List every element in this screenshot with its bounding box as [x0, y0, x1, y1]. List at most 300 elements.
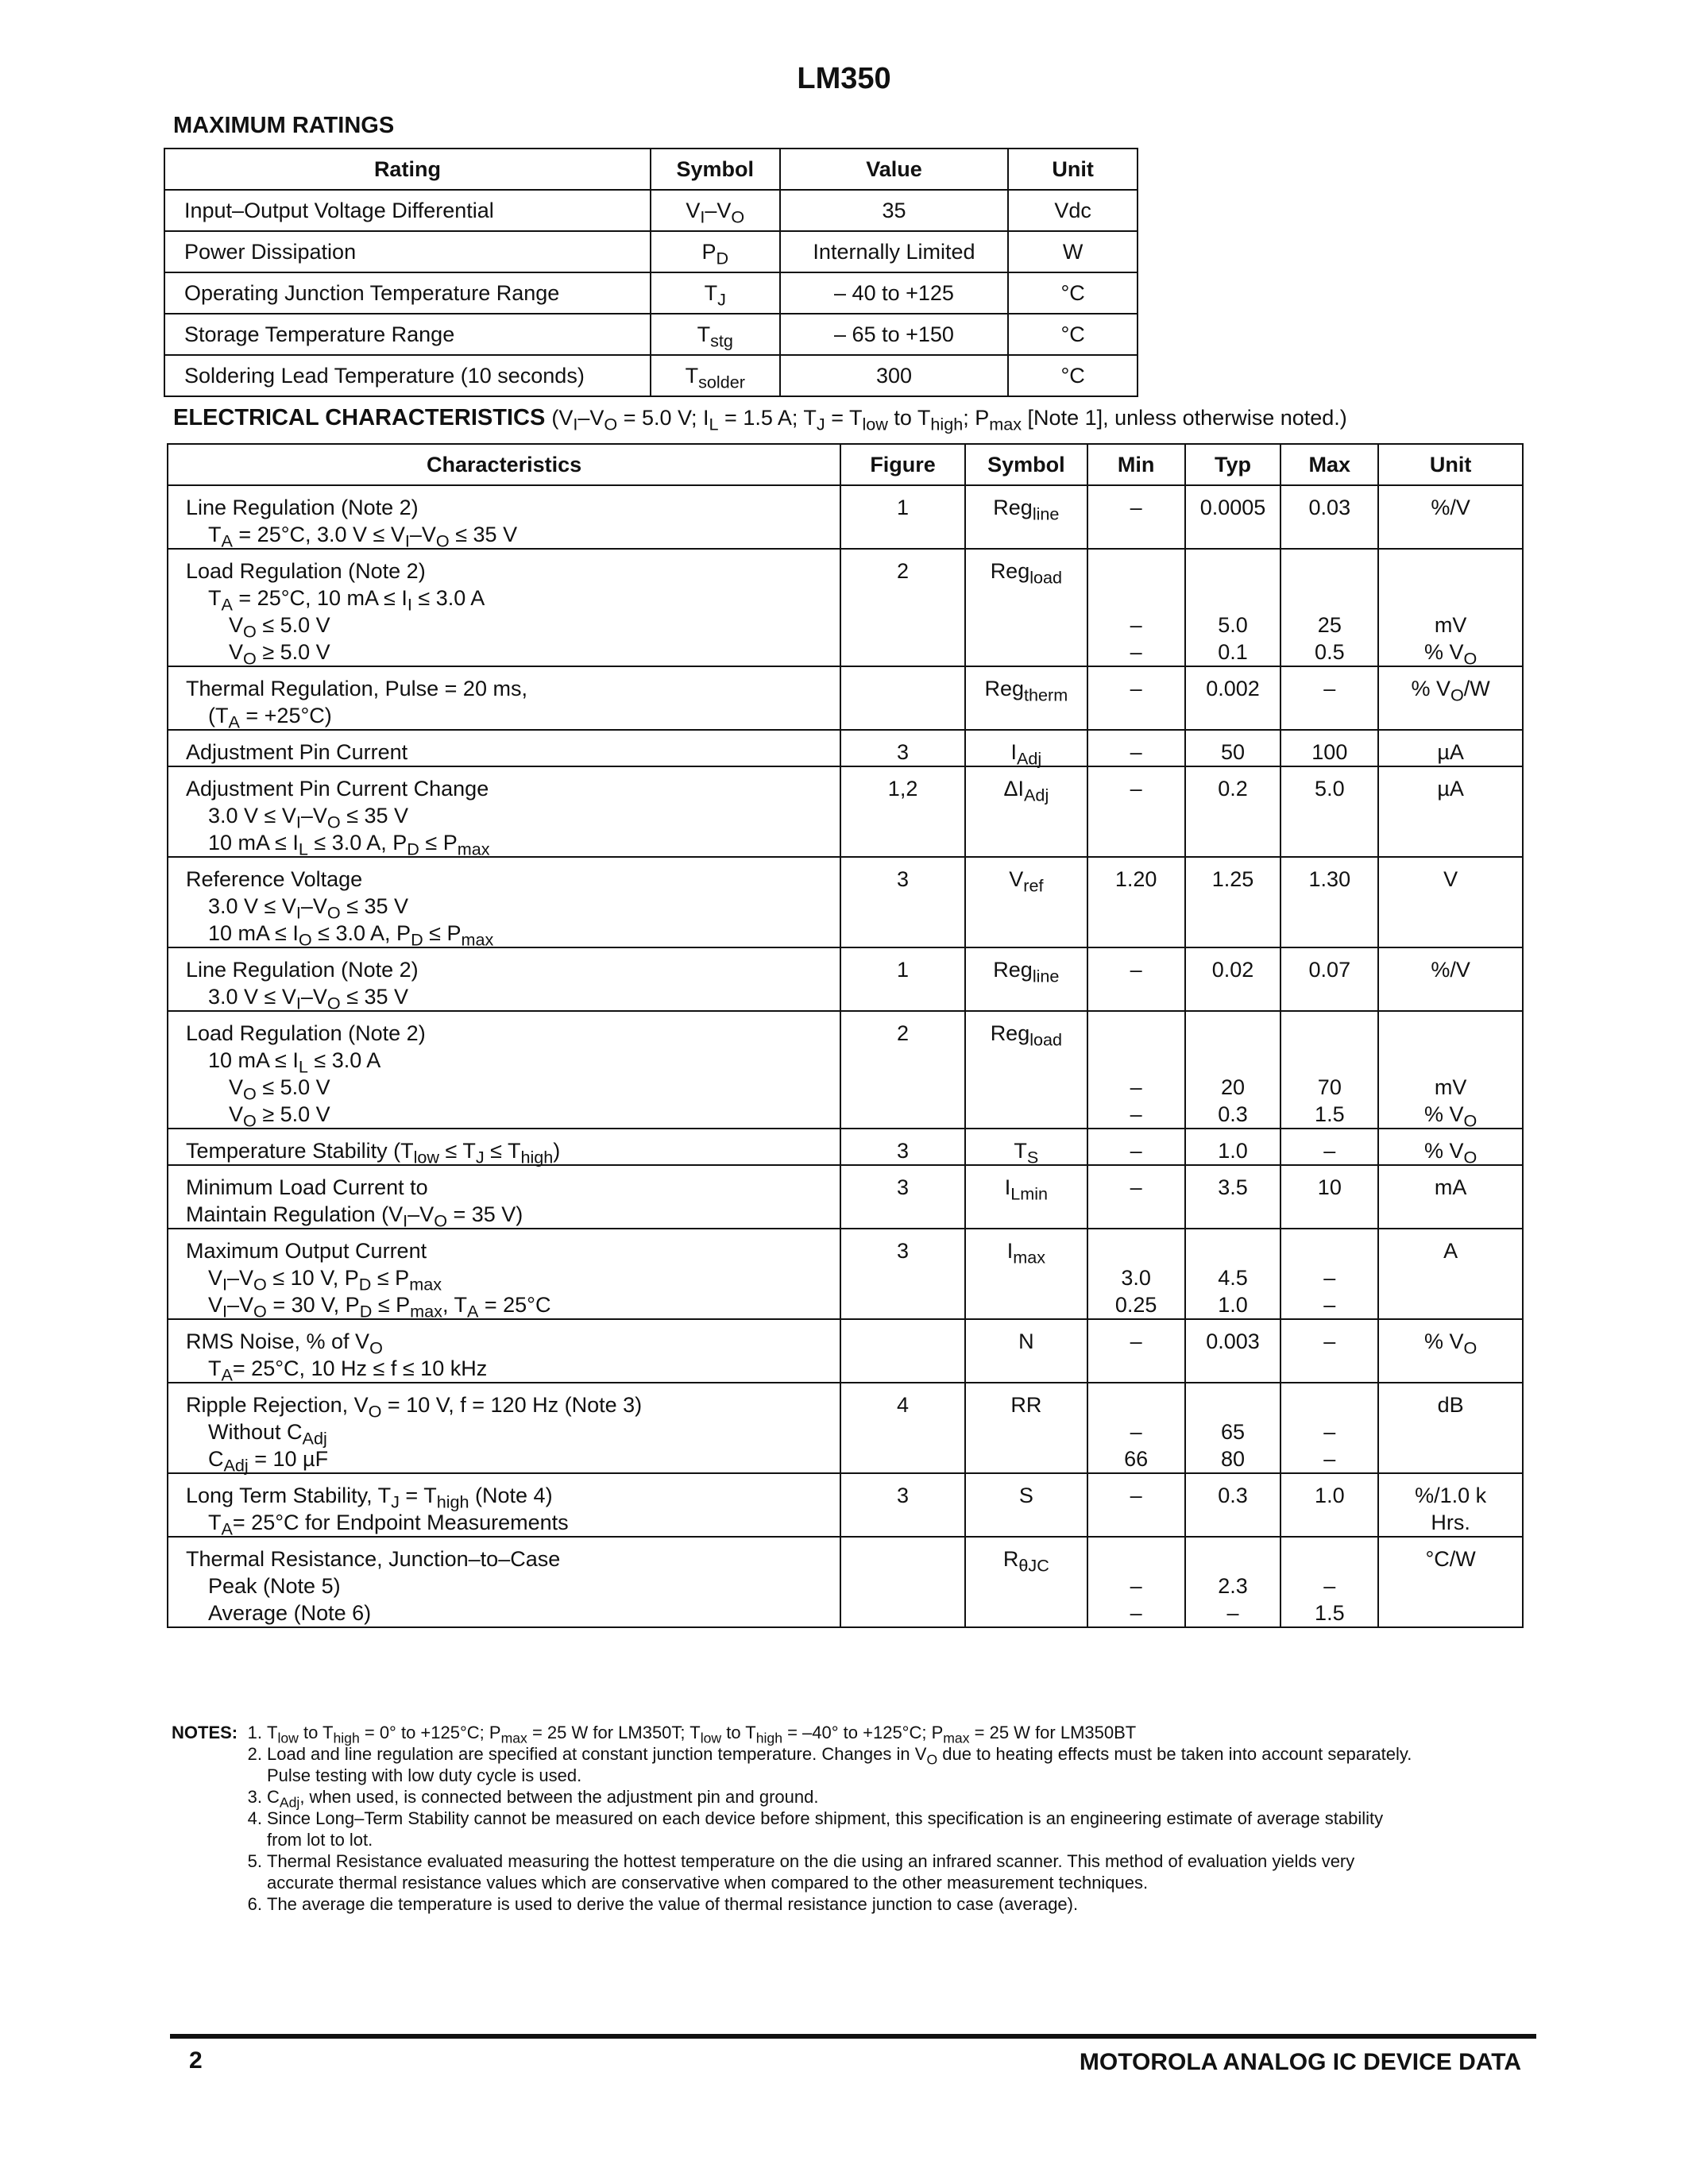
- max-cell: [1280, 666, 1378, 730]
- min-value: [1088, 1020, 1184, 1047]
- notes-label: [172, 1850, 245, 1893]
- max-value: 10: [1317, 1175, 1342, 1199]
- symbol-cell: [965, 1229, 1087, 1319]
- symbol-cell: [965, 1537, 1087, 1627]
- typ-value: 2.3: [1218, 1574, 1248, 1598]
- symbol-cell: [965, 766, 1087, 857]
- electrical-body: [168, 485, 1523, 1627]
- notes-label: [172, 1786, 245, 1808]
- page-number: 2: [189, 2047, 203, 2074]
- typ-value: [1186, 1020, 1280, 1047]
- rating-cell: Storage Temperature Range: [164, 314, 651, 355]
- unit-value: °C/W: [1425, 1547, 1476, 1571]
- figure-cell: [840, 947, 965, 1011]
- symbol-value: $I_{Lmin}$: [1004, 1175, 1049, 1204]
- min-value: –: [1130, 1075, 1142, 1099]
- typ-cell: [1185, 1129, 1281, 1165]
- electrical-row: [168, 666, 1523, 730]
- max-value: [1281, 1391, 1377, 1418]
- typ-value: [1186, 1545, 1280, 1572]
- symbol-cell: [965, 1011, 1087, 1129]
- characteristic-line: Long Term Stability, $T_J = T_{high}$ (Note 4): [186, 1484, 553, 1512]
- note-text: $T_{low}$ to $T_{high} = 0^\circ$ to +125°C; $P_{max} = 25$ W for LM350T; $T_{low}$ to $T_{high} = -40^\circ$ to +125°C; $P_{max} = 25$ W for LM350BT: [267, 1723, 1137, 1746]
- figure-cell: [840, 485, 965, 549]
- notes-section: [172, 1722, 1522, 1915]
- electrical-row: [168, 485, 1523, 549]
- max-value: [1281, 558, 1377, 585]
- typ-value: 0.1: [1218, 640, 1248, 664]
- typ-cell: [1185, 1537, 1281, 1627]
- figure-value: 4: [897, 1393, 910, 1417]
- typ-value: 65: [1220, 1420, 1246, 1444]
- electrical-row: [168, 1319, 1523, 1383]
- max-cell: [1280, 485, 1378, 549]
- max-value: 1.5: [1315, 1601, 1345, 1625]
- symbol-cell: [965, 549, 1087, 666]
- min-cell: [1087, 1319, 1185, 1383]
- figure-cell: [840, 1011, 965, 1129]
- figure-value: 3: [897, 867, 910, 891]
- figure-cell: [840, 1473, 965, 1537]
- max-value: 0.07: [1308, 958, 1351, 982]
- symbol-value: N: [1018, 1329, 1034, 1353]
- characteristic-line: $T_A = 25^\circ C$, 3.0 $V \le V_I-V_O \le 35$ V: [208, 523, 518, 551]
- note-text: Since Long–Term Stability cannot be measured on each device before shipment, this specification is an engineering estimate of average stability from lot to lot.: [267, 1808, 1384, 1850]
- figure-cell: [840, 857, 965, 947]
- unit-value: mA: [1434, 1175, 1467, 1199]
- min-cell: [1087, 1537, 1185, 1627]
- unit-cell: [1378, 1011, 1523, 1129]
- max-value: [1281, 1047, 1377, 1074]
- min-value: –: [1130, 958, 1142, 982]
- value-cell: Internally Limited: [780, 231, 1009, 272]
- unit-cell: [1378, 1537, 1523, 1627]
- min-value: [1088, 1237, 1184, 1264]
- characteristic-line: Load Regulation (Note 2): [186, 1021, 426, 1045]
- figure-value: [841, 1545, 964, 1572]
- max-cell: [1280, 857, 1378, 947]
- max-cell: [1280, 1229, 1378, 1319]
- typ-value: [1186, 1237, 1280, 1264]
- electrical-row: [168, 857, 1523, 947]
- characteristic-line: RMS Noise, % of $V_O$: [186, 1329, 383, 1358]
- max-value: [1281, 585, 1377, 612]
- max-ratings-row: [164, 272, 1138, 314]
- unit-cell: [1378, 947, 1523, 1011]
- figure-cell: [840, 1129, 965, 1165]
- note-number: 4.: [247, 1808, 262, 1828]
- max-value: [1281, 1237, 1377, 1264]
- unit-cell: °C: [1008, 272, 1138, 314]
- characteristics-cell: [168, 1383, 840, 1476]
- characteristic-line: $V_I-V_O = 30$ V, $P_D \le P_{max}$, $T_A = 25^\circ C$: [208, 1293, 551, 1322]
- typ-cell: [1185, 766, 1281, 857]
- max-value: 100: [1311, 740, 1348, 764]
- symbol-cell: [965, 1473, 1087, 1537]
- symbol-value: $R_{\theta JC}$: [1002, 1547, 1049, 1576]
- min-cell: [1087, 766, 1185, 857]
- unit-value: %/V: [1431, 496, 1470, 519]
- symbol-cell: [965, 666, 1087, 730]
- note-item: [172, 1743, 1522, 1786]
- note-number: 5.: [247, 1851, 262, 1871]
- max-cell: [1280, 766, 1378, 857]
- characteristic-line: $V_O \le 5.0$ V: [229, 613, 330, 642]
- max-value: 5.0: [1315, 777, 1345, 801]
- figure-value: 1: [897, 496, 910, 519]
- min-cell: [1087, 485, 1185, 549]
- symbol-value: RR: [1010, 1393, 1042, 1417]
- max-ratings-heading: MAXIMUM RATINGS: [173, 113, 395, 138]
- typ-cell: [1185, 947, 1281, 1011]
- unit-value: V: [1443, 867, 1458, 891]
- characteristic-line: Load Regulation (Note 2): [186, 559, 426, 583]
- max-cell: [1280, 1129, 1378, 1165]
- min-value: [1088, 1545, 1184, 1572]
- min-value: –: [1130, 677, 1142, 700]
- max-value: –: [1323, 677, 1336, 700]
- typ-cell: [1185, 730, 1281, 766]
- max-value: 70: [1317, 1075, 1342, 1099]
- max-cell: [1280, 947, 1378, 1011]
- symbol-value: $I_{Adj}$: [1010, 740, 1042, 769]
- rating-cell: Power Dissipation: [164, 231, 651, 272]
- figure-value: 1: [897, 958, 910, 982]
- characteristics-cell: [168, 1229, 840, 1322]
- characteristics-cell: [168, 1129, 840, 1165]
- characteristics-cell: [168, 730, 840, 766]
- unit-value: % $V_O$: [1423, 1102, 1477, 1131]
- typ-value: 0.2: [1218, 777, 1248, 801]
- notes-label: NOTES:: [172, 1723, 238, 1742]
- characteristic-line: $V_O \ge 5.0$ V: [229, 640, 330, 669]
- typ-value: 50: [1220, 740, 1246, 764]
- min-cell: [1087, 1383, 1185, 1473]
- min-cell: [1087, 857, 1185, 947]
- typ-cell: [1185, 1229, 1281, 1319]
- unit-cell: [1378, 730, 1523, 766]
- header-symbol: Symbol: [965, 444, 1087, 485]
- figure-cell: [840, 1319, 965, 1383]
- unit-cell: [1378, 1229, 1523, 1319]
- unit-cell: °C: [1008, 355, 1138, 396]
- characteristic-line: Without $C_{Adj}$: [208, 1420, 327, 1449]
- header-unit: Unit: [1378, 444, 1523, 485]
- characteristics-cell: [168, 857, 840, 950]
- characteristic-line: 3.0 $V \le V_I-V_O \le 35$ V: [208, 985, 409, 1013]
- symbol-cell: $P_D$: [651, 231, 780, 272]
- figure-value: 3: [897, 1239, 910, 1263]
- max-value: 1.0: [1315, 1484, 1345, 1507]
- unit-value: [1379, 1047, 1522, 1074]
- characteristic-line: Peak (Note 5): [208, 1574, 341, 1598]
- unit-value: µA: [1437, 740, 1464, 764]
- symbol-cell: [965, 485, 1087, 549]
- unit-value: dB: [1437, 1393, 1464, 1417]
- figure-value: 2: [897, 1021, 910, 1045]
- characteristics-cell: [168, 1165, 840, 1229]
- figure-value: 2: [897, 559, 910, 583]
- characteristics-cell: [168, 549, 840, 669]
- max-value: [1281, 1545, 1377, 1572]
- figure-value: [841, 675, 964, 702]
- characteristic-line: Temperature Stability $(T_{low} \le T_J \le T_{high})$: [186, 1139, 561, 1167]
- note-item: [172, 1808, 1522, 1850]
- note-number: 1.: [247, 1723, 262, 1742]
- value-cell: 35: [780, 190, 1009, 231]
- value-cell: – 40 to +125: [780, 272, 1009, 314]
- unit-value: Hrs.: [1431, 1511, 1470, 1534]
- header-typ: Typ: [1185, 444, 1281, 485]
- figure-value: 3: [897, 1175, 910, 1199]
- unit-value: %/1.0 k: [1415, 1484, 1487, 1507]
- min-value: –: [1130, 613, 1142, 637]
- electrical-heading-line: [173, 405, 1347, 434]
- max-value: –: [1323, 1266, 1336, 1290]
- header-characteristics: Characteristics: [168, 444, 840, 485]
- symbol-value: $T_S$: [1014, 1139, 1039, 1167]
- characteristic-line: Reference Voltage: [186, 867, 363, 891]
- characteristic-line: $V_O \le 5.0$ V: [229, 1075, 330, 1104]
- min-cell: [1087, 666, 1185, 730]
- min-value: –: [1130, 777, 1142, 801]
- typ-value: [1186, 558, 1280, 585]
- min-value: [1088, 1047, 1184, 1074]
- symbol-value: $I_{max}$: [1006, 1239, 1046, 1268]
- electrical-row: [168, 730, 1523, 766]
- characteristic-line: Minimum Load Current to: [186, 1175, 428, 1199]
- rating-cell: Operating Junction Temperature Range: [164, 272, 651, 314]
- min-value: 66: [1124, 1447, 1149, 1471]
- min-value: –: [1130, 496, 1142, 519]
- typ-value: 1.0: [1218, 1139, 1248, 1163]
- unit-cell: °C: [1008, 314, 1138, 355]
- symbol-cell: $T_{solder}$: [651, 355, 780, 396]
- typ-cell: [1185, 666, 1281, 730]
- typ-value: [1186, 1391, 1280, 1418]
- characteristic-line: $C_{Adj} = 10$ µF: [208, 1447, 329, 1476]
- electrical-row: [168, 1383, 1523, 1473]
- max-value: [1281, 1020, 1377, 1047]
- characteristic-line: $T_A= 25^\circ C$ for Endpoint Measurements: [208, 1511, 569, 1539]
- unit-value: % $V_O$: [1423, 1329, 1477, 1358]
- unit-cell: W: [1008, 231, 1138, 272]
- max-value: 0.5: [1315, 640, 1345, 664]
- max-cell: [1280, 1537, 1378, 1627]
- unit-cell: [1378, 1319, 1523, 1383]
- characteristic-line: 10 mA ≤ $I_L \le 3.0$ A: [208, 1048, 381, 1077]
- typ-cell: [1185, 1383, 1281, 1473]
- min-cell: [1087, 1011, 1185, 1129]
- unit-value: [1379, 585, 1522, 612]
- characteristic-line: Adjustment Pin Current Change: [186, 777, 489, 801]
- unit-cell: [1378, 1383, 1523, 1473]
- electrical-conditions: ($V_I-V_O = 5.0$ V; $I_L = 1.5$ A; $T_J = T_{low}$ to $T_{high}$; $P_{max}$ [Note 1], unless otherwise noted.): [551, 406, 1347, 434]
- value-cell: 300: [780, 355, 1009, 396]
- min-value: 1.20: [1114, 867, 1157, 891]
- header-unit: Unit: [1008, 149, 1138, 190]
- symbol-value: Reg$_{therm}$: [984, 677, 1068, 705]
- unit-cell: [1378, 549, 1523, 669]
- unit-cell: [1378, 1473, 1523, 1537]
- electrical-table: [167, 443, 1524, 1628]
- figure-cell: [840, 666, 965, 730]
- document-title: LM350: [797, 62, 891, 95]
- typ-cell: [1185, 1165, 1281, 1229]
- min-cell: [1087, 1229, 1185, 1319]
- electrical-heading: ELECTRICAL CHARACTERISTICS: [173, 405, 546, 430]
- max-cell: [1280, 1383, 1378, 1473]
- min-cell: [1087, 1473, 1185, 1537]
- characteristics-cell: [168, 485, 840, 549]
- max-ratings-row: [164, 190, 1138, 231]
- figure-cell: [840, 766, 965, 857]
- min-value: –: [1130, 1139, 1142, 1163]
- max-value: 1.5: [1315, 1102, 1345, 1126]
- min-cell: [1087, 730, 1185, 766]
- max-cell: [1280, 730, 1378, 766]
- min-value: –: [1130, 1484, 1142, 1507]
- min-cell: [1087, 549, 1185, 666]
- electrical-row: [168, 1011, 1523, 1129]
- max-ratings-row: [164, 355, 1138, 396]
- rating-cell: Input–Output Voltage Differential: [164, 190, 651, 231]
- characteristic-line: Maximum Output Current: [186, 1239, 427, 1263]
- figure-value: 3: [897, 1139, 910, 1163]
- max-cell: [1280, 549, 1378, 666]
- typ-cell: [1185, 857, 1281, 947]
- symbol-cell: [965, 1319, 1087, 1383]
- header-figure: Figure: [840, 444, 965, 485]
- note-item: [172, 1850, 1522, 1893]
- max-value: –: [1323, 1447, 1336, 1471]
- min-cell: [1087, 947, 1185, 1011]
- note-number: 2.: [247, 1744, 262, 1764]
- note-text: Load and line regulation are specified at constant junction temperature. Changes in $V_O$ due to heating effects must be taken into account separately. Pulse testing with low duty cycle is used.: [267, 1744, 1412, 1785]
- notes-label: [172, 1893, 245, 1915]
- symbol-value: Reg$_{load}$: [990, 559, 1063, 588]
- min-value: –: [1130, 640, 1142, 664]
- max-cell: [1280, 1473, 1378, 1537]
- characteristic-line: $V_I-V_O \le 10$ V, $P_D \le P_{max}$: [208, 1266, 442, 1295]
- note-item: [172, 1722, 1522, 1746]
- unit-value: [1379, 558, 1522, 585]
- unit-value: % $V_O$: [1423, 640, 1477, 669]
- symbol-value: Reg$_{line}$: [993, 496, 1060, 524]
- max-cell: [1280, 1319, 1378, 1383]
- header-rating: Rating: [164, 149, 651, 190]
- note-text: $C_{Adj}$, when used, is connected between the adjustment pin and ground.: [267, 1787, 819, 1811]
- max-value: 1.30: [1308, 867, 1351, 891]
- typ-value: 0.003: [1206, 1329, 1260, 1353]
- characteristic-line: Line Regulation (Note 2): [186, 958, 419, 982]
- typ-value: [1186, 1047, 1280, 1074]
- typ-value: 1.25: [1211, 867, 1254, 891]
- typ-cell: [1185, 549, 1281, 666]
- characteristics-cell: [168, 766, 840, 857]
- typ-value: 20: [1220, 1075, 1246, 1099]
- figure-cell: [840, 730, 965, 766]
- max-ratings-row: [164, 314, 1138, 355]
- min-value: –: [1130, 1601, 1142, 1625]
- typ-value: 80: [1220, 1447, 1246, 1471]
- unit-cell: [1378, 766, 1523, 857]
- unit-value: mV: [1434, 1075, 1467, 1099]
- min-value: 0.25: [1114, 1293, 1157, 1317]
- min-cell: [1087, 1165, 1185, 1229]
- characteristic-line: 10 mA ≤ $I_O \le 3.0$ A, $P_D \le P_{max}$: [208, 921, 494, 950]
- characteristic-line: $T_A= 25^\circ C$, 10 Hz ≤ f ≤ 10 kHz: [208, 1356, 488, 1385]
- figure-value: 3: [897, 1484, 910, 1507]
- unit-cell: Vdc: [1008, 190, 1138, 231]
- electrical-row: [168, 549, 1523, 666]
- note-number: 3.: [247, 1787, 262, 1807]
- electrical-row: [168, 1129, 1523, 1165]
- max-value: –: [1323, 1293, 1336, 1317]
- typ-value: –: [1226, 1601, 1239, 1625]
- min-value: –: [1130, 740, 1142, 764]
- figure-cell: [840, 549, 965, 666]
- characteristic-line: $(T_A = +25^\circ C)$: [208, 704, 332, 732]
- characteristic-line: Adjustment Pin Current: [186, 740, 408, 764]
- characteristics-cell: [168, 947, 840, 1011]
- rating-cell: Soldering Lead Temperature (10 seconds): [164, 355, 651, 396]
- max-value: 0.03: [1308, 496, 1351, 519]
- max-value: –: [1323, 1329, 1336, 1353]
- characteristic-line: 3.0 $V \le V_I-V_O \le 35$ V: [208, 804, 409, 832]
- unit-value: % $V_O/W$: [1411, 677, 1490, 705]
- symbol-cell: [965, 947, 1087, 1011]
- note-item: [172, 1893, 1522, 1915]
- max-ratings-table: [164, 148, 1138, 397]
- min-value: [1088, 1391, 1184, 1418]
- notes-label: [172, 1743, 245, 1786]
- symbol-cell: $T_{stg}$: [651, 314, 780, 355]
- electrical-row: [168, 1229, 1523, 1319]
- characteristics-cell: [168, 1537, 840, 1627]
- unit-cell: [1378, 1129, 1523, 1165]
- unit-value: A: [1443, 1239, 1458, 1263]
- figure-cell: [840, 1537, 965, 1627]
- min-value: –: [1130, 1175, 1142, 1199]
- typ-cell: [1185, 485, 1281, 549]
- symbol-value: $\Delta I_{Adj}$: [1003, 777, 1049, 805]
- typ-value: 0.3: [1218, 1484, 1248, 1507]
- symbol-value: Reg$_{load}$: [990, 1021, 1063, 1050]
- characteristic-line: Thermal Resistance, Junction–to–Case: [186, 1547, 561, 1571]
- typ-value: 5.0: [1218, 613, 1248, 637]
- header-min: Min: [1087, 444, 1185, 485]
- characteristic-line: $T_A = 25^\circ C$, 10 mA ≤ $I_I \le 3.0$ A: [208, 586, 485, 615]
- header-symbol: Symbol: [651, 149, 780, 190]
- electrical-row: [168, 1165, 1523, 1229]
- unit-value: % $V_O$: [1423, 1139, 1477, 1167]
- max-cell: [1280, 1165, 1378, 1229]
- characteristic-line: Ripple Rejection, $V_O = 10$ V, f = 120 Hz (Note 3): [186, 1393, 643, 1422]
- symbol-cell: [965, 857, 1087, 947]
- min-value: [1088, 585, 1184, 612]
- symbol-value: Reg$_{line}$: [993, 958, 1060, 986]
- max-ratings-header-row: [164, 149, 1138, 190]
- typ-cell: [1185, 1319, 1281, 1383]
- typ-value: [1186, 585, 1280, 612]
- typ-cell: [1185, 1011, 1281, 1129]
- max-ratings-body: [164, 190, 1138, 396]
- min-value: –: [1130, 1574, 1142, 1598]
- note-text: Thermal Resistance evaluated measuring the hottest temperature on the die using an infrared scanner. This method of evaluation yields very accurate thermal resistance values which are conservative when compared to the other measurement techniques.: [267, 1851, 1355, 1893]
- max-cell: [1280, 1011, 1378, 1129]
- characteristic-line: Average (Note 6): [208, 1601, 372, 1625]
